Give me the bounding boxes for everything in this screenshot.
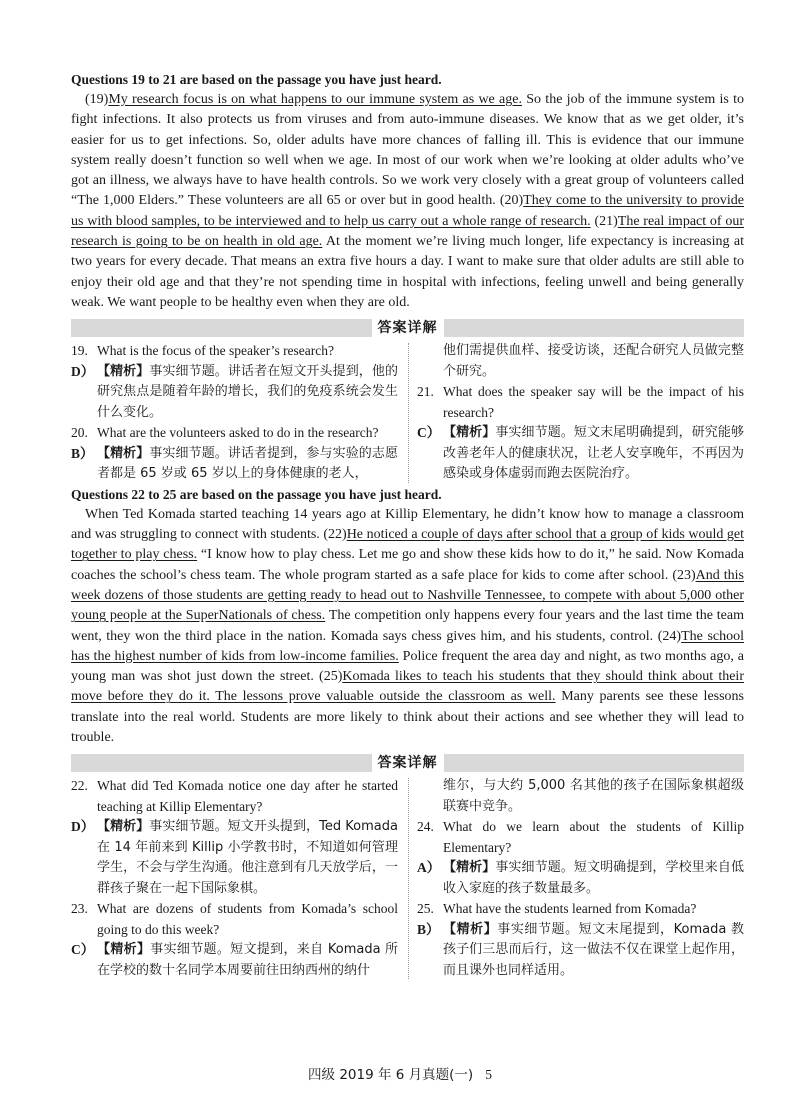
section1-passage xyxy=(71,90,744,313)
answers1-right-column xyxy=(417,341,744,485)
question-text: What does the speaker say will be the impact of his research? xyxy=(443,384,744,420)
answers1-columns xyxy=(71,341,744,485)
question-text: What is the focus of the speaker’s research? xyxy=(97,343,335,359)
answer-20 xyxy=(71,444,398,485)
analysis-text: 事实细节题。短文末尾提到，Komada 教孩子们三思而后行，这一做法不仅在课堂上起作用，而且课外也同样适用。 xyxy=(443,921,744,978)
answer-21 xyxy=(417,423,744,485)
question-24 xyxy=(417,817,744,858)
analysis-text: 事实细节题。短文末尾明确提到，研究能够改善老年人的健康状况，让老人安享晚年，不再因为感染或身体虚弱而跑去医院治疗。 xyxy=(443,425,744,482)
analysis-label: 【精析】 xyxy=(443,425,496,441)
answers-title: 答案详解 xyxy=(372,754,444,772)
analysis-text: 维尔，与大约 5,000 名其他的孩子在国际象棋超级联赛中竞争。 xyxy=(443,778,744,814)
answer-sentence-19: My research focus is on what happens to our immune system as we age. xyxy=(108,92,522,107)
passage-text: “I know how to play chess. Let me go and show these kids how to do it,” he said. Now Komada coaches the school’s chess team. The whole program started as a safe place for kids to come after school. xyxy=(71,547,744,583)
analysis-label: 【精析】 xyxy=(97,819,150,835)
marker-20: (20) xyxy=(499,193,524,209)
analysis-label: 【精析】 xyxy=(97,445,150,461)
footer-label: 四级 2019 年 6 月真题(一) xyxy=(308,1067,474,1083)
column-divider xyxy=(408,343,409,483)
passage-text: Many parents see these lessons translate into the real world. Students are more likely to think about their actions and see whether they will lead to trouble. xyxy=(71,689,745,746)
question-21 xyxy=(417,382,744,423)
analysis-text: 事实细节题。讲话者在短文开头提到，他的研究焦点是随着年龄的增长，我们的免疫系统会发生什么变化。 xyxy=(97,363,398,420)
question-number: 23. xyxy=(71,901,88,917)
answer-sentence-20: They come to the university to provide us with blood samples, to be interviewed and to help us carry out a whole range of research. xyxy=(71,193,744,229)
question-text: What did Ted Komada notice one day after he started teaching at Killip Elementary? xyxy=(97,778,398,814)
marker-21: (21) xyxy=(590,213,618,229)
answers-header-bar xyxy=(71,319,744,337)
answer-sentence-25: Komada likes to teach his students that they should think about their move before they do it. The lessons prove valuable outside the classroom as well. xyxy=(71,669,744,705)
section1-heading: Questions 19 to 21 are based on the passage you have just heard. xyxy=(71,72,442,87)
marker-23: (23) xyxy=(672,567,696,583)
question-number: 25. xyxy=(417,901,434,917)
answers-header-bar xyxy=(71,754,744,772)
answer-sentence-24: The school has the highest number of kids from low-income families. xyxy=(71,628,744,664)
answer-sentence-23: And this week dozens of those students are getting ready to head out to Nashville Tennessee, to compete with about 5,000 other young people at the SuperNationals of chess. xyxy=(71,567,744,624)
column-divider xyxy=(408,778,409,979)
answer-key: B） xyxy=(71,445,94,461)
section2-passage xyxy=(71,505,744,749)
answers2-left-column xyxy=(71,776,398,981)
question-23 xyxy=(71,899,398,940)
question-number: 19. xyxy=(71,343,88,359)
marker-22: (22) xyxy=(323,527,347,543)
question-text: What are dozens of students from Komada’s school going to do this week? xyxy=(97,901,398,937)
question-number: 20. xyxy=(71,425,88,441)
answers-title: 答案详解 xyxy=(372,319,444,337)
question-20 xyxy=(71,423,398,444)
marker-19: (19) xyxy=(85,92,109,107)
question-22 xyxy=(71,776,398,817)
answer-key: D） xyxy=(71,363,95,379)
answer-key: C） xyxy=(417,425,441,441)
analysis-label: 【精析】 xyxy=(443,921,498,937)
question-25 xyxy=(417,899,744,920)
answer-20-continued xyxy=(417,341,744,382)
question-text: What do we learn about the students of Killip Elementary? xyxy=(443,819,744,855)
answer-key: C） xyxy=(71,942,95,958)
question-text: What have the students learned from Komada? xyxy=(443,901,697,917)
analysis-text: 事实细节题。短文提到，来自 Komada 所在学校的数十名同学本周要前往田纳西州的纳什 xyxy=(97,942,398,978)
passage-text: So the job of the immune system is to fight infections. It also protects us from viruses and from auto-immune diseases. We know that as we get older, it’s easier for us to get infections. So, older adults have more chances of falling ill. This is evidence that our immune system really doesn’t function so well when we age. In most of our work when we’re looking at older adults who’ve got an illness, we always have to have health controls. So we work very closely with a great group of volunteers called “The 1,000 Elders.” These volunteers are all 65 or over but in good health. xyxy=(71,92,744,209)
page-number: 5 xyxy=(485,1067,492,1082)
marker-25: (25) xyxy=(319,669,343,685)
answer-sentence-21: The real impact of our research is going to be on health in old age. xyxy=(71,213,744,250)
section2-heading: Questions 22 to 25 are based on the passage you have just heard. xyxy=(71,486,442,502)
answers1-left-column xyxy=(71,341,398,485)
page-footer xyxy=(0,1063,800,1083)
marker-24: (24) xyxy=(657,628,682,644)
answer-22 xyxy=(71,817,398,899)
analysis-label: 【精析】 xyxy=(443,860,496,876)
answer-23 xyxy=(71,940,398,981)
answer-24 xyxy=(417,858,744,899)
passage-text: At the moment we’re living much longer, life expectancy is increasing at two years for every decade. That means an extra five hours a day. I want to make sure that older adults are still able to enjoy their old age and that they’re not spending time in hospital with infections, feeling unwell and being generally weak. We want people to be healthy even when they are old. xyxy=(71,234,745,310)
answers2-columns xyxy=(71,776,744,981)
question-number: 22. xyxy=(71,778,88,794)
analysis-label: 【精析】 xyxy=(97,942,151,958)
analysis-text: 事实细节题。讲话者提到，参与实验的志愿者都是 65 岁或 65 岁以上的身体健康的老人， xyxy=(97,445,398,482)
answers2-right-column xyxy=(417,776,744,981)
passage-text: When Ted Komada started teaching 14 years ago at Killip Elementary, he didn’t know how to manage a classroom and was struggling to connect with students. xyxy=(71,506,744,543)
analysis-text: 事实细节题。短文明确提到，学校里来自低收入家庭的孩子数量最多。 xyxy=(443,860,744,896)
answer-23-continued xyxy=(417,776,744,817)
passage-text: Police frequent the area day and night, as two months ago, a young man was shot just down the street. xyxy=(71,648,744,685)
answer-25 xyxy=(417,920,744,982)
answer-key: A） xyxy=(417,860,441,876)
question-number: 24. xyxy=(417,819,434,835)
answer-19 xyxy=(71,362,398,424)
question-number: 21. xyxy=(417,384,434,400)
question-19 xyxy=(71,341,398,362)
answer-sentence-22: He noticed a couple of days after school that a group of kids would get together to play chess. xyxy=(71,527,745,563)
analysis-text: 他们需提供血样、接受访谈，还配合研究人员做完整个研究。 xyxy=(443,343,744,379)
question-text: What are the volunteers asked to do in the research? xyxy=(97,425,379,441)
analysis-label: 【精析】 xyxy=(97,363,150,379)
analysis-text: 事实细节题。短文开头提到，Ted Komada 在 14 年前来到 Killip 小学教书时，不知道如何管理学生，不会与学生沟通。他注意到有几天放学后，一群孩子聚在一起下国际象棋。 xyxy=(97,819,398,896)
passage-text: The competition only happens every four years and the last time the team went, they won the third place in the nation. Komada says chess gives him, and his students, control. xyxy=(71,608,745,644)
answer-key: B） xyxy=(417,921,440,937)
answer-key: D） xyxy=(71,819,95,835)
